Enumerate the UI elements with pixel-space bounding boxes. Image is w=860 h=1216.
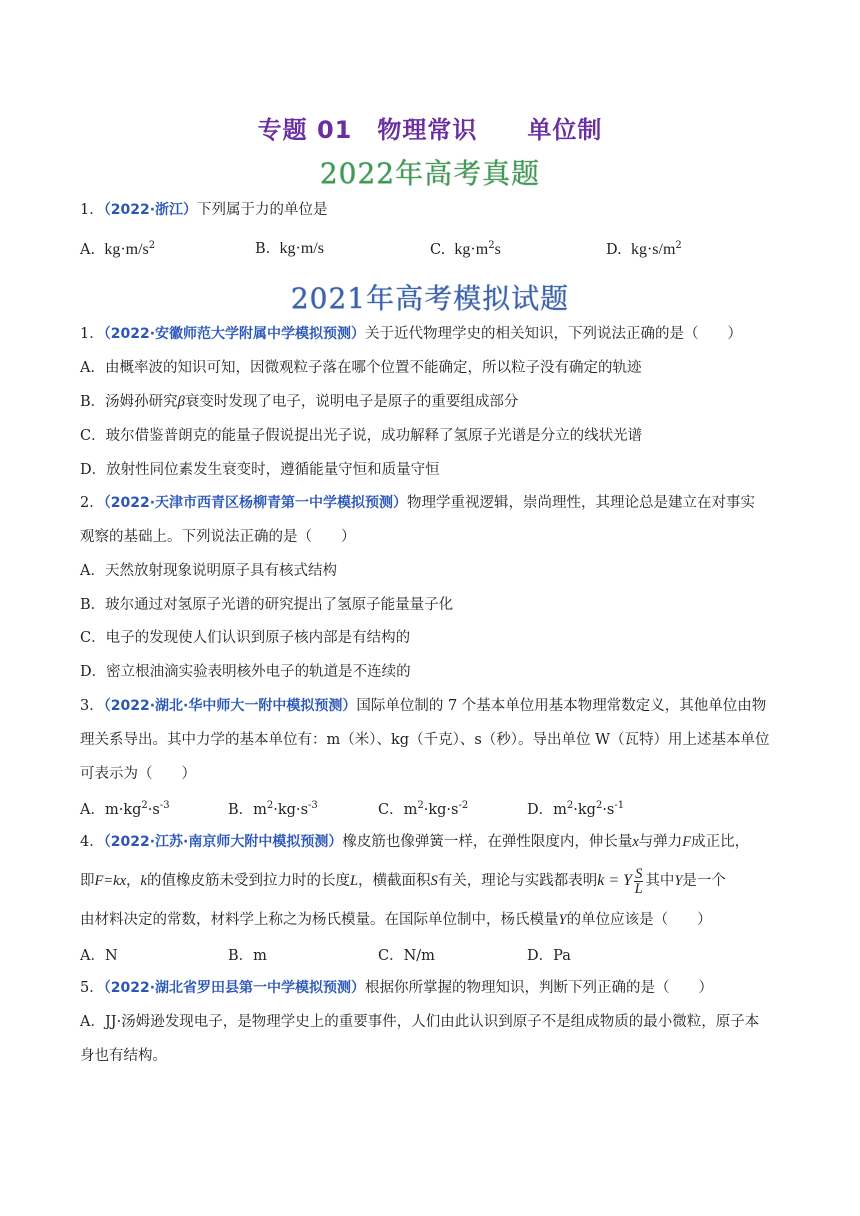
question-source: （2022·湖北省罗田县第一中学模拟预测） — [103, 980, 366, 996]
question-5: 5．（2022·湖北省罗田县第一中学模拟预测）根据你所掌握的物理知识，判断下列正确的是（ ） — [80, 980, 714, 996]
question-4-continued: 即F=kx，k的值橡皮筋未受到拉力时的长度L，横截面积S有关，理论与实践都表明k = Y $\frac{S}{L}$ 其中Y是一个 — [80, 865, 726, 897]
question-2: 2．（2022·天津市西青区杨柳青第一中学模拟预测）物理学重视逻辑，崇尚理性，其理论总是建立在对事实 — [80, 495, 756, 511]
q4-option-a: A．N — [80, 948, 118, 964]
question-source: （2022·天津市西青区杨柳青第一中学模拟预测） — [103, 495, 408, 511]
question-source: （2022·安徽师范大学附属中学模拟预测） — [103, 326, 366, 342]
question-4: 4．（2022·江苏·南京师大附中模拟预测）橡皮筋也像弹簧一样，在弹性限度内，伸长量x与弹力F成正比， — [80, 834, 750, 850]
option-b: B. kg·m/s — [255, 240, 324, 257]
q5-option-a: A．JJ·汤姆逊发现电子，是物理学史上的重要事件，人们由此认识到原子不是组成物质的最小微粒，原子本 — [80, 1014, 760, 1030]
q2-option-d: D．密立根油滴实验表明核外电子的轨道是不连续的 — [80, 664, 411, 680]
question-number: 1． — [80, 202, 104, 218]
fraction: $\frac{S}{L}$ — [634, 865, 643, 897]
q2-option-a: A．天然放射现象说明原子具有核式结构 — [80, 563, 337, 579]
question-source: （2022·湖北·华中师大一附中模拟预测） — [103, 698, 357, 714]
option-a: A. $kg\cdot m/s^2$ — [80, 240, 156, 258]
section-heading-2022: 2022年高考真题 — [319, 157, 541, 190]
q3-option-b: B．$m^2\cdot kg\cdot s^{-3}$ — [228, 800, 318, 818]
formula-lhs: k = Y — [597, 872, 633, 889]
question-3-continued: 理关系导出。其中力学的基本单位有：m（米）、kg（千克）、s（秒）。导出单位 W（瓦特）用上述基本单位 — [80, 732, 770, 748]
q1-option-b: B．汤姆孙研究β衰变时发现了电子，说明电子是原子的重要组成部分 — [80, 394, 519, 410]
option-c: C. $kg\cdot m^2s$ — [430, 240, 501, 258]
question-3: 3．（2022·湖北·华中师大一附中模拟预测）国际单位制的 7 个基本单位用基本物理常数定义，其他单位由物 — [80, 698, 767, 714]
question-4-continued-2: 由材料决定的常数，材料学上称之为杨氏模量。在国际单位制中，杨氏模量Y的单位应该是（ ） — [80, 912, 712, 928]
q4-option-b: B．m — [228, 948, 267, 964]
question-2-continued: 观察的基础上。下列说法正确的是（ ） — [80, 529, 356, 545]
q3-option-a: A．$m\cdot kg^2\cdot s^{-3}$ — [80, 800, 170, 818]
q1-option-a: A．由概率波的知识可知，因微观粒子落在哪个位置不能确定，所以粒子没有确定的轨迹 — [80, 360, 642, 376]
q5-option-a-continued: 身也有结构。 — [80, 1048, 167, 1064]
q2-option-b: B．玻尔通过对氢原子光谱的研究提出了氢原子能量量子化 — [80, 597, 454, 613]
option-d: D. $kg\cdot s/m^2$ — [606, 240, 682, 258]
question-2022-zhejiang — [80, 200, 785, 220]
question-source: （2022·浙江） — [103, 202, 198, 218]
section-heading-2021: 2021年高考模拟试题 — [290, 282, 570, 315]
question-text: 下列属于力的单位是 — [197, 202, 328, 218]
page-title: 专题 01 物理常识 单位制 — [257, 116, 603, 144]
q1-option-c: C．玻尔借鉴普朗克的能量子假说提出光子说，成功解释了氢原子光谱是分立的线状光谱 — [80, 428, 643, 444]
q3-option-d: D．$m^2\cdot kg^2\cdot s^{-1}$ — [527, 800, 625, 818]
q4-option-c: C．N/m — [378, 948, 435, 964]
question-3-continued-2: 可表示为（ ） — [80, 766, 196, 782]
q4-option-d: D．Pa — [527, 948, 571, 964]
q1-option-d: D．放射性同位素发生衰变时，遵循能量守恒和质量守恒 — [80, 462, 440, 478]
question-1: 1．（2022·安徽师范大学附属中学模拟预测）关于近代物理学史的相关知识，下列说法正确的是（ ） — [80, 326, 743, 342]
q3-option-c: C．$m^2\cdot kg\cdot s^{-2}$ — [378, 800, 469, 818]
q2-option-c: C．电子的发现使人们认识到原子核内部是有结构的 — [80, 630, 411, 646]
question-source: （2022·江苏·南京师大附中模拟预测） — [103, 834, 343, 850]
